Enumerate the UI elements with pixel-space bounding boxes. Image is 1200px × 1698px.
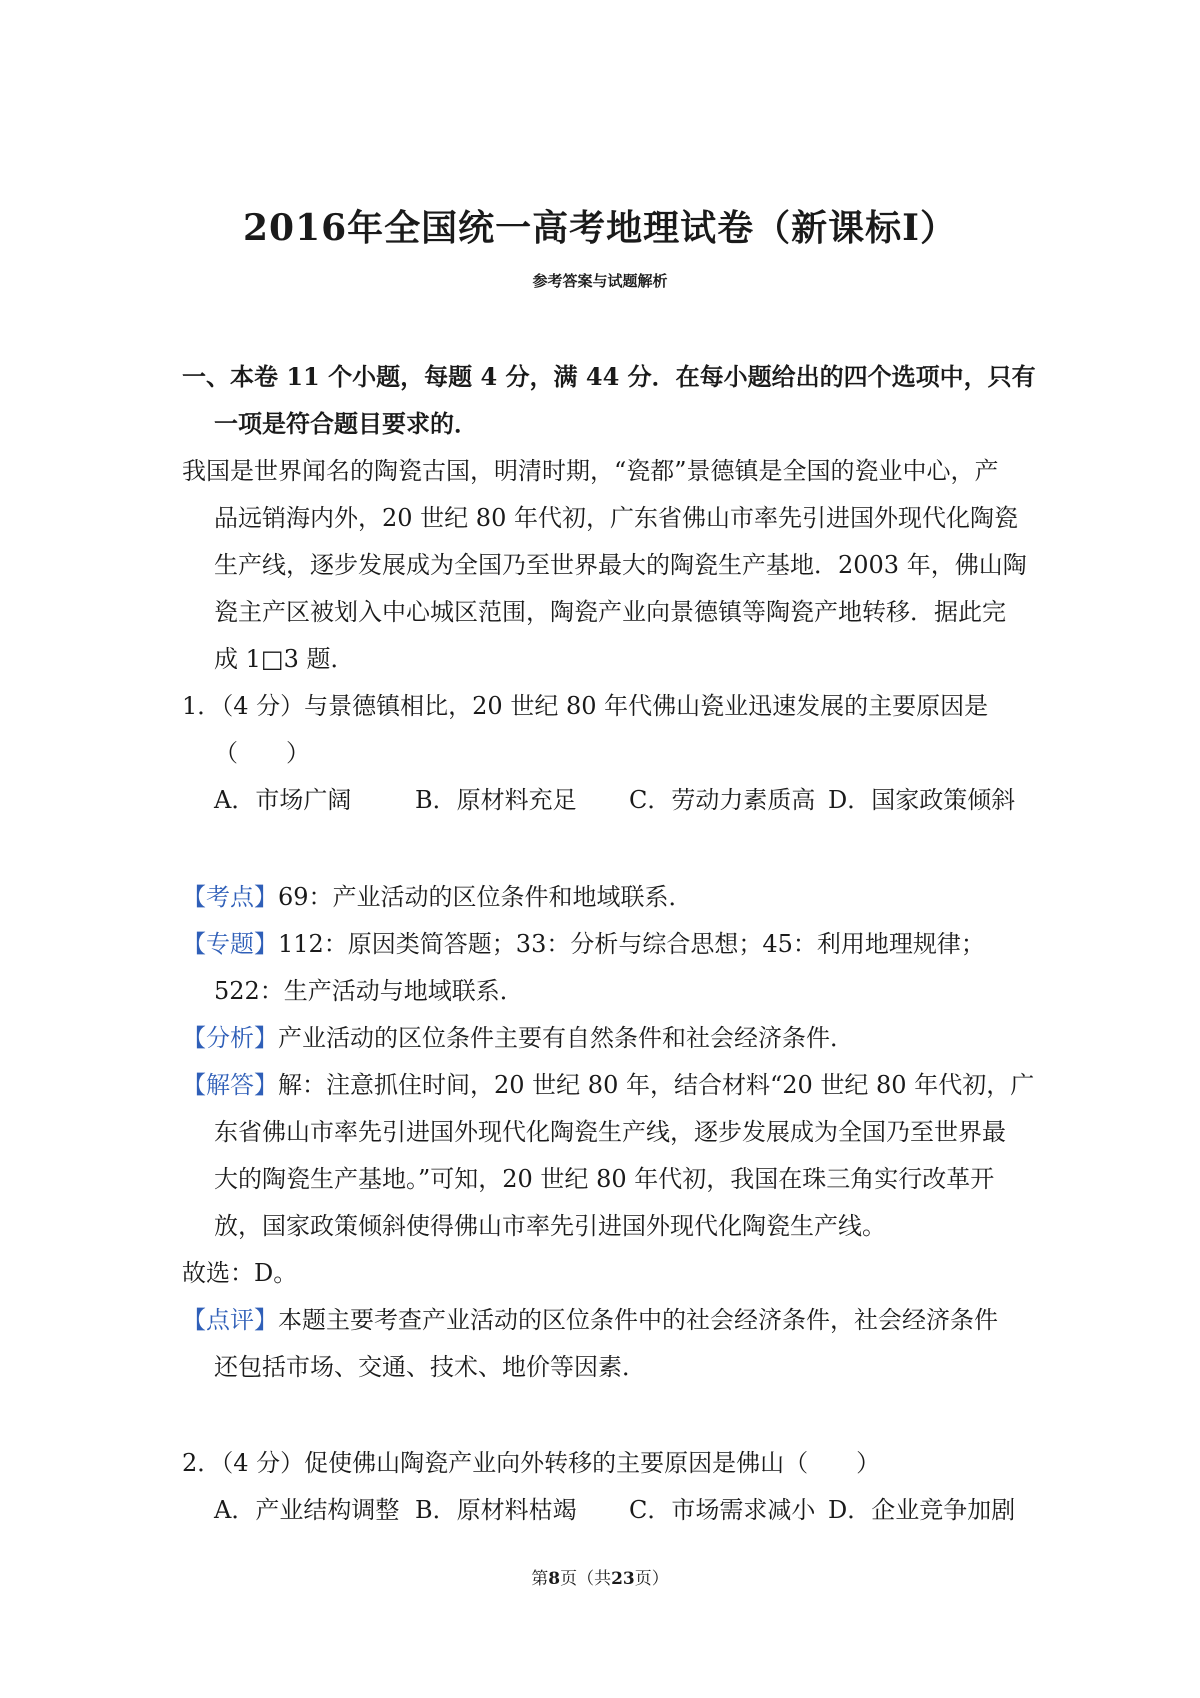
zhuanti-text-1: 112：原因类简答题；33：分析与综合思想；45：利用地理规律； [278,930,985,958]
zhuanti-tag: 【专题】 [182,930,278,958]
kaodian-tag: 【考点】 [182,883,278,911]
q1-option-d: D．国家政策倾斜 [828,786,1016,814]
q1-option-b: B．原材料充足 [415,786,577,814]
q1-option-a: A．市场广阔 [214,786,352,814]
question-1-options [214,783,1034,817]
jieda-line-1 [182,1068,1034,1102]
answer-line: 故选：D。 [182,1259,298,1287]
dianping-text-1: 本题主要考查产业活动的区位条件中的社会经济条件，社会经济条件 [278,1306,998,1334]
dianping-line-1 [182,1303,998,1337]
jieda-text-3: 大的陶瓷生产基地。”可知，20 世纪 80 年代初，我国在珠三角实行改革开 [214,1165,995,1193]
jieda-text-2: 东省佛山市率先引进国外现代化陶瓷生产线，逐步发展成为全国乃至世界最 [214,1118,1006,1146]
q2-option-a: A．产业结构调整 [214,1496,400,1524]
passage-line-3: 生产线，逐步发展成为全国乃至世界最大的陶瓷生产基地．2003 年，佛山陶 [214,551,1027,579]
dianping-tag: 【点评】 [182,1306,278,1334]
dianping-text-2: 还包括市场、交通、技术、地价等因素． [214,1353,646,1381]
q2-option-b: B．原材料枯竭 [415,1496,577,1524]
zhuanti-line-1 [182,927,985,961]
footer-prefix: 第 [531,1569,549,1589]
question-1-stem: 1．（4 分）与景德镇相比，20 世纪 80 年代佛山瓷业迅速发展的主要原因是 [182,692,989,720]
question-1-blank: （ ） [214,739,310,767]
page-title: 2016年全国统一高考地理试卷（新课标I） [242,207,958,249]
fenxi-text: 产业活动的区位条件主要有自然条件和社会经济条件． [278,1024,854,1052]
section-heading-line1: 一、本卷 11 个小题，每题 4 分，满 44 分．在每小题给出的四个选项中，只有 [182,362,1036,391]
fenxi-line [182,1021,854,1055]
passage-line-5: 成 1□3 题． [214,645,355,673]
footer-suffix: 页） [634,1569,669,1589]
footer-middle: 页（共 [560,1569,612,1589]
q2-option-c: C．市场需求减小 [629,1496,816,1524]
q1-option-c: C．劳动力素质高 [629,786,816,814]
jieda-tag: 【解答】 [182,1071,278,1099]
page-subtitle: 参考答案与试题解析 [532,272,668,290]
jieda-text-1: 解：注意抓住时间，20 世纪 80 年，结合材料“20 世纪 80 年代初，广 [278,1071,1035,1099]
passage-line-1: 我国是世界闻名的陶瓷古国，明清时期，“瓷都”景德镇是全国的瓷业中心，产 [182,457,999,485]
footer-total-pages: 23 [611,1569,635,1589]
zhuanti-text-2: 522：生产活动与地域联系． [214,977,524,1005]
footer-page-number: 8 [548,1569,561,1589]
page-footer [0,1564,1200,1589]
question-2-stem: 2．（4 分）促使佛山陶瓷产业向外转移的主要原因是佛山（ ） [182,1449,881,1477]
passage-line-2: 品远销海内外，20 世纪 80 年代初，广东省佛山市率先引进国外现代化陶瓷 [214,504,1018,532]
section-heading-line2: 一项是符合题目要求的． [214,409,478,438]
kaodian-text: 69：产业活动的区位条件和地域联系． [278,883,693,911]
jieda-text-4: 放，国家政策倾斜使得佛山市率先引进国外现代化陶瓷生产线。 [214,1212,886,1240]
q2-option-d: D．企业竞争加剧 [828,1496,1016,1524]
passage-line-4: 瓷主产区被划入中心城区范围，陶瓷产业向景德镇等陶瓷产地转移．据此完 [214,598,1006,626]
kaodian-line [182,880,693,914]
question-2-options [214,1493,1034,1527]
fenxi-tag: 【分析】 [182,1024,278,1052]
